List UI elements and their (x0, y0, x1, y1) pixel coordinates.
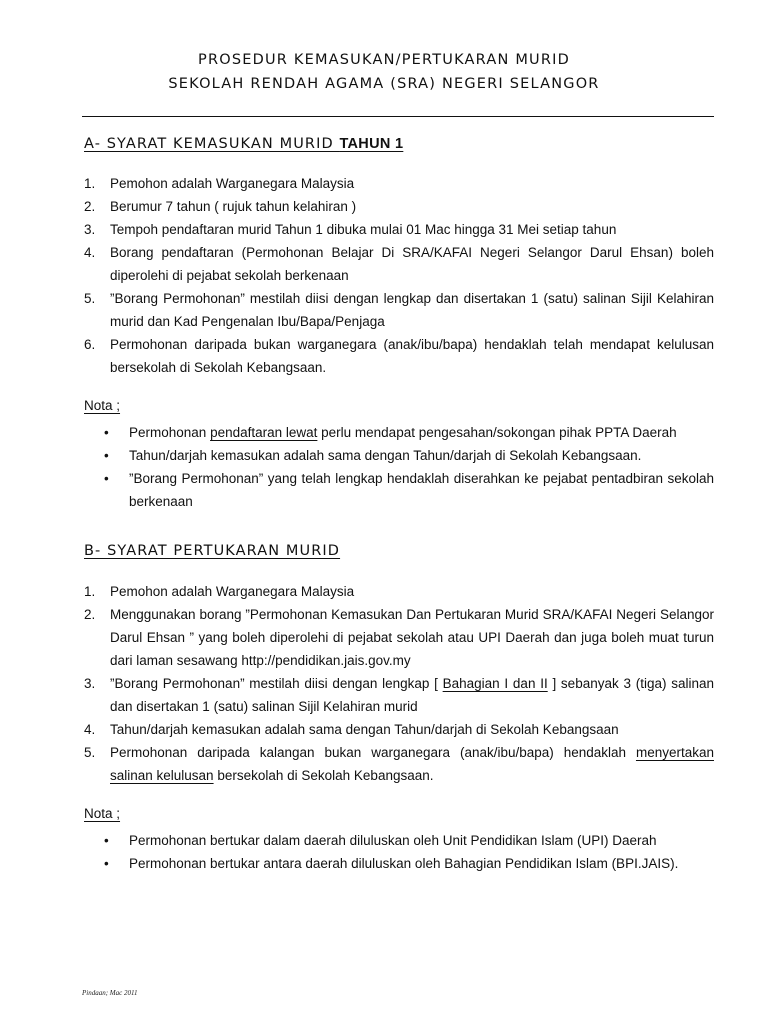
bullet-icon: • (104, 425, 109, 440)
note-text: perlu mendapat pengesahan/sokongan pihak PPTA Daerah (317, 425, 677, 440)
bullet-icon: • (104, 833, 109, 848)
bullet-icon: • (104, 856, 109, 871)
list-number: 4. (84, 722, 96, 737)
list-text: Pemohon adalah Warganegara Malaysia (110, 584, 355, 599)
list-text: Tempoh pendaftaran murid Tahun 1 dibuka mulai 01 Mac hingga 31 Mei setiap tahun (110, 222, 617, 237)
list-number: 5. (84, 291, 96, 306)
nota-label-b: Nota ; (84, 806, 121, 821)
list-number: 6. (84, 337, 96, 352)
note-item (104, 467, 714, 513)
note-text: ”Borang Permohonan” yang telah lengkap hendaklah diserahkan ke pejabat pentadbiran sekolah berkenaan (129, 471, 714, 509)
list-text: Tahun/darjah kemasukan adalah sama dengan Tahun/darjah di Sekolah Kebangsaan (110, 722, 619, 737)
list-number: 5. (84, 745, 96, 760)
list-item (84, 241, 714, 287)
list-text: Berumur 7 tahun ( rujuk tahun kelahiran ) (110, 199, 357, 214)
note-item (104, 421, 714, 444)
list-item (84, 603, 714, 672)
list-item (84, 333, 714, 379)
nota-label-a: Nota ; (84, 398, 121, 413)
list-number: 2. (84, 199, 96, 214)
section-b-heading: B- SYARAT PERTUKARAN MURID (84, 543, 341, 559)
list-number: 1. (84, 176, 96, 191)
list-text: bersekolah di Sekolah Kebangsaan. (213, 768, 434, 783)
list-text: ”Borang Permohonan” mestilah diisi dengan lengkap dan disertakan 1 (satu) salinan Sijil Kelahiran murid dan Kad Pengenalan Ibu/Bapa/Penjaga (110, 291, 714, 329)
note-text: Permohonan bertukar dalam daerah diluluskan oleh Unit Pendidikan Islam (UPI) Daerah (129, 833, 657, 848)
list-underlined-text: menyertakan salinan kelulusan (110, 745, 714, 783)
note-item (104, 444, 714, 467)
list-number: 2. (84, 607, 96, 622)
title-divider (82, 116, 714, 117)
list-item (84, 672, 714, 718)
note-item (104, 852, 714, 875)
list-text: Borang pendaftaran (Permohonan Belajar Di SRA/KAFAI Negeri Selangor Darul Ehsan) boleh diperolehi di pejabat sekolah berkenaan (110, 245, 714, 283)
bullet-icon: • (104, 448, 109, 463)
note-underlined-text: pendaftaran lewat (210, 425, 318, 440)
section-a-heading-bold: TAHUN 1 (339, 136, 404, 152)
list-item (84, 218, 714, 241)
list-text: ”Borang Permohonan” mestilah diisi dengan lengkap [ (110, 676, 443, 691)
bullet-icon: • (104, 471, 109, 486)
note-text: Tahun/darjah kemasukan adalah sama dengan Tahun/darjah di Sekolah Kebangsaan. (129, 448, 642, 463)
list-item (84, 195, 714, 218)
list-item (84, 580, 714, 603)
list-text: Menggunakan borang ”Permohonan Kemasukan Dan Pertukaran Murid SRA/KAFAI Negeri Selangor Darul Ehsan ” yang boleh diperolehi di pejabat sekolah atau UPI Daerah dan juga boleh muat turun dari laman sesawang http://pendidikan.jais.gov.my (110, 607, 714, 668)
document-title-line-1: PROSEDUR KEMASUKAN/PERTUKARAN MURID (198, 52, 570, 68)
list-number: 4. (84, 245, 96, 260)
list-item (84, 741, 714, 787)
list-text: Permohonan daripada bukan warganegara (anak/ibu/bapa) hendaklah telah mendapat kelulusan bersekolah di Sekolah Kebangsaan. (110, 337, 714, 375)
list-number: 3. (84, 222, 96, 237)
list-item (84, 718, 714, 741)
list-item (84, 172, 714, 195)
list-text: Permohonan daripada kalangan bukan warganegara (anak/ibu/bapa) hendaklah (110, 745, 636, 760)
note-text: Permohonan bertukar antara daerah diluluskan oleh Bahagian Pendidikan Islam (BPI.JAIS). (129, 856, 679, 871)
list-text: Pemohon adalah Warganegara Malaysia (110, 176, 355, 191)
note-text: Permohonan (129, 425, 211, 440)
section-a-heading (84, 136, 403, 152)
list-number: 1. (84, 584, 96, 599)
list-text: ] sebanyak 3 (tiga) salinan dan disertakan 1 (satu) salinan Sijil Kelahiran murid (110, 676, 714, 714)
note-item (104, 829, 714, 852)
document-title-line-2: SEKOLAH RENDAH AGAMA (SRA) NEGERI SELANGOR (168, 76, 600, 92)
list-underlined-text: Bahagian I dan II (442, 676, 548, 691)
list-item (84, 287, 714, 333)
list-number: 3. (84, 676, 96, 691)
footer-amendment-note: Pindaan; Mac 2011 (82, 989, 138, 997)
section-a-heading-prefix: A- SYARAT KEMASUKAN MURID (84, 136, 340, 152)
